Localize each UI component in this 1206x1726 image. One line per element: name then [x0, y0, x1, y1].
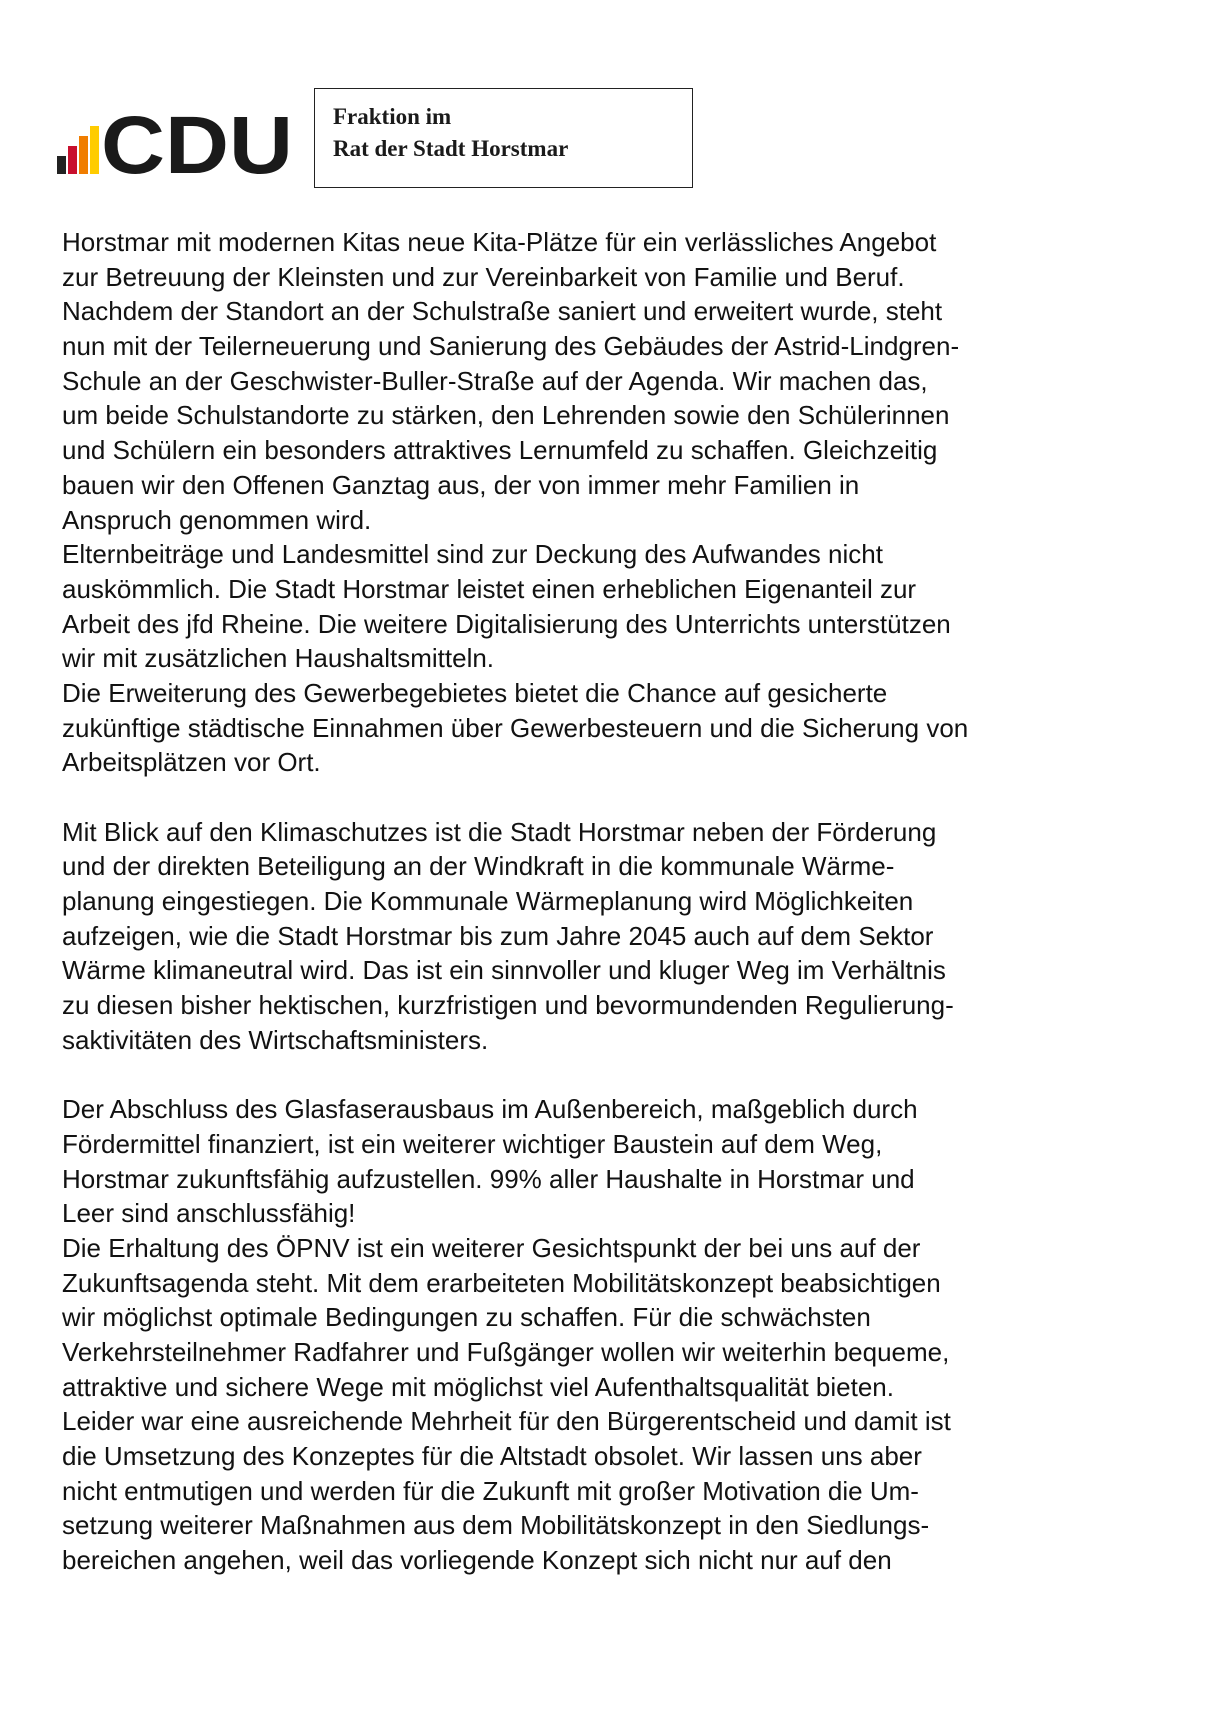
body-text-line: auskömmlich. Die Stadt Horstmar leistet einen erheblichen Eigenanteil zur	[62, 573, 917, 604]
body-text-line: bauen wir den Offenen Ganztag aus, der von immer mehr Familien in	[62, 469, 860, 500]
faction-title-line-1: Fraktion im	[333, 104, 452, 129]
logo-text: CDU	[101, 106, 293, 176]
body-text-line: nun mit der Teilerneuerung und Sanierung des Gebäudes der Astrid-Lindgren-	[62, 331, 960, 362]
cdu-logo	[57, 106, 297, 176]
body-text-line: Leider war eine ausreichende Mehrheit für den Bürgerentscheid und damit ist	[62, 1406, 951, 1437]
body-text-line: wir möglichst optimale Bedingungen zu schaffen. Für die schwächsten	[62, 1302, 871, 1333]
body-text-line: attraktive und sichere Wege mit möglichst viel Aufenthaltsqualität bieten.	[62, 1371, 894, 1402]
body-text-line: Leer sind anschlussfähig!	[62, 1198, 356, 1229]
body-text-line: Verkehrsteilnehmer Radfahrer und Fußgänger wollen wir weiterhin bequeme,	[62, 1337, 950, 1367]
body-text-line: planung eingestiegen. Die Kommunale Wärmeplanung wird Möglichkeiten	[62, 886, 914, 917]
body-text-line: die Umsetzung des Konzeptes für die Altstadt obsolet. Wir lassen uns aber	[62, 1441, 922, 1472]
logo-bar-red	[68, 146, 77, 174]
body-text-line: Der Abschluss des Glasfaserausbaus im Außenbereich, maßgeblich durch	[62, 1094, 918, 1125]
document-body	[62, 225, 1152, 1578]
body-text-line: nicht entmutigen und werden für die Zukunft mit großer Motivation die Um-	[62, 1475, 919, 1506]
body-text-line: zu diesen bisher hektischen, kurzfristigen und bevormundenden Regulierung-	[62, 990, 954, 1021]
faction-title-box	[314, 88, 693, 188]
logo-bar-orange	[79, 136, 88, 174]
body-text-line: Anspruch genommen wird.	[62, 504, 372, 535]
body-text-line: Wärme klimaneutral wird. Das ist ein sinnvoller und kluger Weg im Verhältnis	[62, 955, 946, 986]
body-text-line: Schule an der Geschwister-Buller-Straße auf der Agenda. Wir machen das,	[62, 365, 928, 396]
body-text-line: wir mit zusätzlichen Haushaltsmitteln.	[62, 643, 495, 674]
body-text-line: Nachdem der Standort an der Schulstraße saniert und erweitert wurde, steht	[62, 296, 943, 327]
cdu-logo-graphic	[57, 106, 297, 176]
paragraph-spacer	[62, 1058, 1152, 1093]
body-text-line: saktivitäten des Wirtschaftsministers.	[62, 1024, 489, 1055]
document-header	[57, 88, 697, 188]
body-text-line: um beide Schulstandorte zu stärken, den Lehrenden sowie den Schülerinnen	[62, 400, 950, 431]
body-text-line: und der direkten Beteiligung an der Windkraft in die kommunale Wärme-	[62, 851, 895, 882]
body-text-line: Die Erweiterung des Gewerbegebietes bietet die Chance auf gesicherte	[62, 677, 888, 708]
body-text-line: Horstmar mit modernen Kitas neue Kita-Plätze für ein verlässliches Angebot	[62, 227, 937, 257]
body-text-line: Arbeitsplätzen vor Ort.	[62, 747, 321, 778]
logo-bar-dark	[57, 156, 66, 174]
body-text-line: bereichen angehen, weil das vorliegende Konzept sich nicht nur auf den	[62, 1545, 892, 1576]
paragraph-spacer	[62, 780, 1152, 815]
body-text-line: und Schülern ein besonders attraktives Lernumfeld zu schaffen. Gleichzeitig	[62, 435, 938, 466]
logo-bar-yellow	[90, 126, 99, 174]
body-text-line: zur Betreuung der Kleinsten und zur Vereinbarkeit von Familie und Beruf.	[62, 261, 905, 292]
body-text-line: setzung weiterer Maßnahmen aus dem Mobilitätskonzept in den Siedlungs-	[62, 1510, 930, 1541]
body-text-line: Die Erhaltung des ÖPNV ist ein weiterer Gesichtspunkt der bei uns auf der	[62, 1232, 921, 1263]
faction-title-line-2: Rat der Stadt Horstmar	[333, 136, 569, 161]
body-text-line: zukünftige städtische Einnahmen über Gewerbesteuern und die Sicherung von	[62, 712, 969, 743]
body-text-line: Arbeit des jfd Rheine. Die weitere Digitalisierung des Unterrichts unterstützen	[62, 608, 951, 639]
body-text-line: Elternbeiträge und Landesmittel sind zur Deckung des Aufwandes nicht	[62, 539, 883, 570]
body-text-line: Zukunftsagenda steht. Mit dem erarbeiteten Mobilitätskonzept beabsichtigen	[62, 1267, 941, 1298]
body-text-line: Fördermittel finanziert, ist ein weiterer wichtiger Baustein auf dem Weg,	[62, 1128, 883, 1159]
body-text-line: Horstmar zukunftsfähig aufzustellen. 99% aller Haushalte in Horstmar und	[62, 1163, 915, 1194]
body-text-line: aufzeigen, wie die Stadt Horstmar bis zum Jahre 2045 auch auf dem Sektor	[62, 920, 934, 951]
body-text-line: Mit Blick auf den Klimaschutzes ist die Stadt Horstmar neben der Förderung	[62, 816, 937, 847]
